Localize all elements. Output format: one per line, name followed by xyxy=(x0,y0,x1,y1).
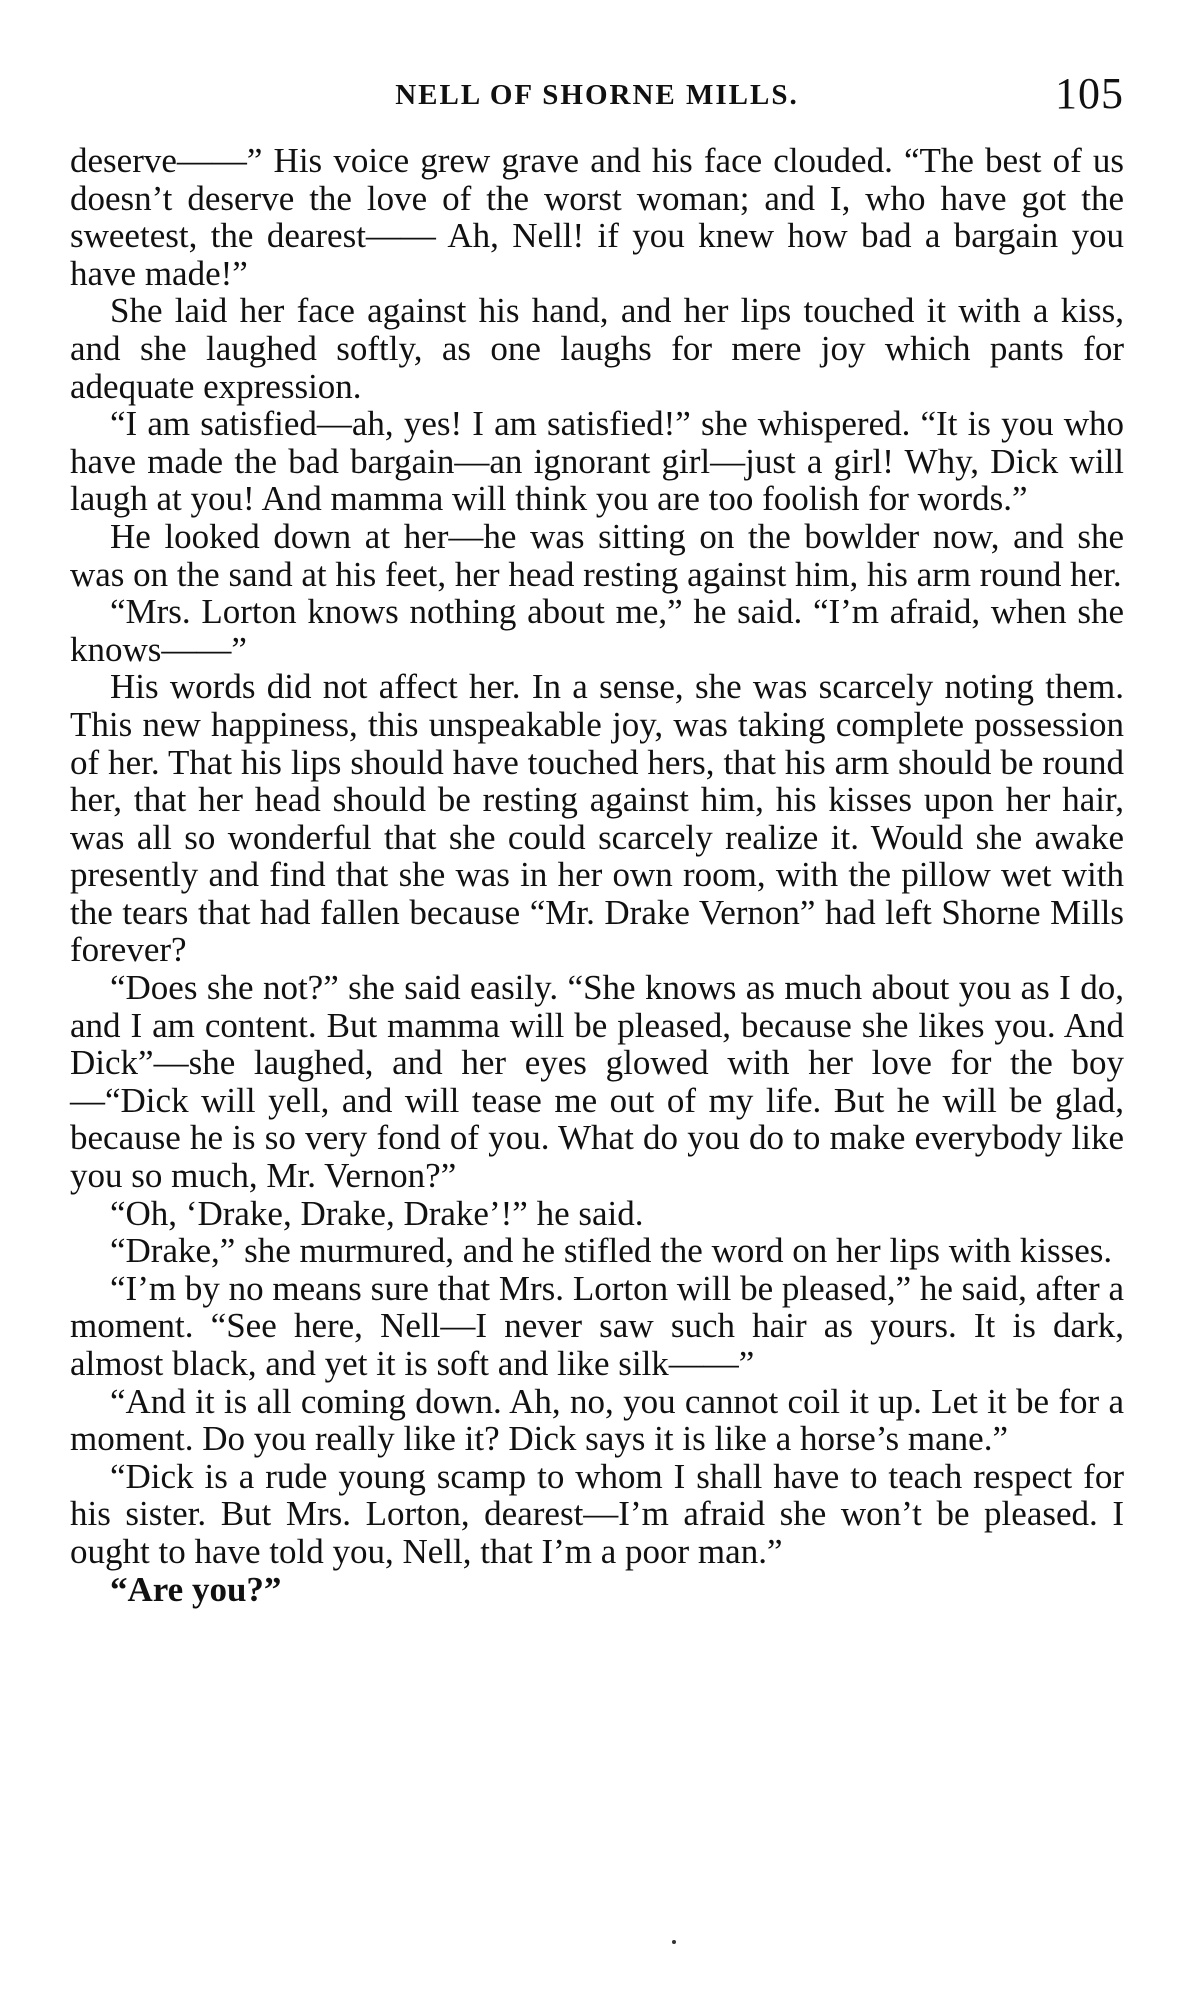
paragraph: “And it is all coming down. Ah, no, you cannot coil it up. Let it be for a moment. Do you really like it? Dick says it is like a horse’s mane.” xyxy=(70,1381,1124,1459)
paragraph: “Drake,” she murmured, and he stifled the word on her lips with kisses. xyxy=(110,1231,1113,1271)
page-number: 105 xyxy=(1055,69,1124,118)
body-text xyxy=(70,142,1124,1608)
paragraph: She laid her face against his hand, and her lips touched it with a kiss, and she laughed softly, as one laughs for mere joy which pants for adequate expression. xyxy=(70,291,1124,406)
running-head xyxy=(70,69,1124,118)
paragraph-continuation: deserve——” His voice grew grave and his face clouded. “The best of us doesn’t deserve the love of the worst woman; and I, who have got the sweetest, the dearest—— Ah, Nell! if you knew how bad a bargain you have made!” xyxy=(70,141,1124,293)
paragraph-final: “Are you?” xyxy=(110,1569,282,1609)
paragraph: “Does she not?” she said easily. “She knows as much about you as I do, and I am content. But mamma will be pleased, because she likes you. And Dick”—she laughed, and her eyes glowed with her love for the boy—“Dick will yell, and will tease me out of my life. But he will be glad, because he is so very fond of you. What do you do to make everybody like you so much, Mr. Vernon?” xyxy=(70,968,1124,1196)
paragraph: “Mrs. Lorton knows nothing about me,” he said. “I’m afraid, when she knows——” xyxy=(70,592,1124,669)
ink-speck xyxy=(672,1940,676,1944)
running-title: NELL OF SHORNE MILLS. xyxy=(395,79,799,111)
paragraph: “Dick is a rude young scamp to whom I shall have to teach respect for his sister. But Mrs. Lorton, dearest—I’m afraid she won’t be pleased. I ought to have told you, Nell, that I’m a poor man.” xyxy=(70,1456,1124,1571)
paragraph: “I’m by no means sure that Mrs. Lorton will be pleased,” he said, after a moment. “See here, Nell—I never saw such hair as yours. It is dark, almost black, and yet it is soft and like silk——” xyxy=(70,1268,1124,1383)
paragraph: His words did not affect her. In a sense, she was scarcely noting them. This new happiness, this unspeakable joy, was taking complete possession of her. That his lips should have touched hers, that his arm should be round her, that her head should be resting against him, his kisses upon her hair, was all so wonderful that she could scarcely realize it. Would she awake presently and find that she was in her own room, with the pillow wet with the tears that had fallen because “Mr. Drake Vernon” had left Shorne Mills forever? xyxy=(70,667,1124,970)
paragraph: “Oh, ‘Drake, Drake, Drake’!” he said. xyxy=(110,1193,644,1233)
paragraph: “I am satisfied—ah, yes! I am satisfied!” she whispered. “It is you who have made the bad bargain—an ignorant girl—just a girl! Why, Dick will laugh at you! And mamma will think you are too foolish for words.” xyxy=(70,404,1124,519)
paragraph: He looked down at her—he was sitting on the bowlder now, and she was on the sand at his feet, her head resting against him, his arm round her. xyxy=(70,516,1124,594)
